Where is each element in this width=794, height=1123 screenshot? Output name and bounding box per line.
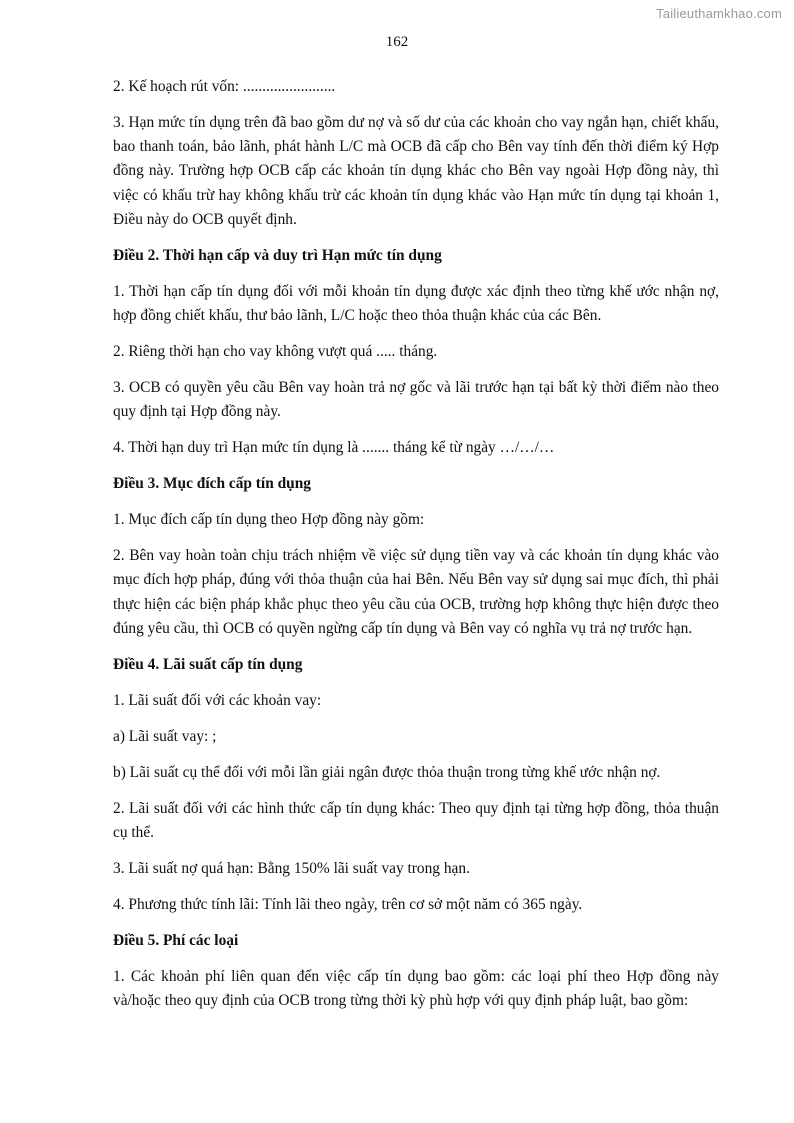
- paragraph: 1. Các khoản phí liên quan đến việc cấp tín dụng bao gồm: các loại phí theo Hợp đồng này và/hoặc theo quy định của OCB trong từng thời kỳ phù hợp với quy định pháp luật, bao gồm:: [113, 968, 719, 1010]
- paragraph: 2. Bên vay hoàn toàn chịu trách nhiệm về việc sử dụng tiền vay và các khoản tín dụng khác vào mục đích hợp pháp, đúng với thỏa thuận của hai Bên. Nếu Bên vay sử dụng sai mục đích, thì phải thực hiện các biện pháp khắc phục theo yêu cầu của OCB, trường hợp không thực hiện được theo đúng yêu cầu, thì OCB có quyền ngừng cấp tín dụng và Bên vay có nghĩa vụ trả nợ trước hạn.: [113, 547, 719, 637]
- paragraph: 2. Lãi suất đối với các hình thức cấp tín dụng khác: Theo quy định tại từng hợp đồng, thỏa thuận cụ thể.: [113, 799, 719, 842]
- paragraph: b) Lãi suất cụ thể đối với mỗi lần giải ngân được thỏa thuận trong từng khế ước nhận nợ.: [113, 763, 661, 781]
- page-number: 162: [385, 34, 409, 50]
- section-heading: Điều 4. Lãi suất cấp tín dụng: [113, 655, 303, 673]
- paragraph: a) Lãi suất vay: ;: [113, 727, 217, 745]
- paragraph: 2. Riêng thời hạn cho vay không vượt quá ..... tháng.: [113, 343, 438, 361]
- document-body: [113, 75, 719, 1025]
- watermark: Tailieuthamkhao.com: [656, 6, 782, 21]
- paragraph: 4. Phương thức tính lãi: Tính lãi theo ngày, trên cơ sở một năm có 365 ngày.: [113, 896, 583, 914]
- paragraph: 3. Lãi suất nợ quá hạn: Bằng 150% lãi suất vay trong hạn.: [113, 860, 470, 878]
- paragraph: 1. Mục đích cấp tín dụng theo Hợp đồng này gồm:: [113, 511, 425, 529]
- paragraph: 3. Hạn mức tín dụng trên đã bao gồm dư nợ và số dư của các khoản cho vay ngắn hạn, chiết khấu, bao thanh toán, bảo lãnh, phát hành L/C mà OCB đã cấp cho Bên vay tính đến thời điểm ký Hợp đồng này. Trường hợp OCB cấp các khoản tín dụng khác cho Bên vay ngoài Hợp đồng này, thì việc có khấu trừ hay không khấu trừ các khoản tín dụng khác vào Hạn mức tín dụng tại khoản 1, Điều này do OCB quyết định.: [113, 114, 719, 228]
- section-heading: Điều 3. Mục đích cấp tín dụng: [113, 475, 311, 493]
- section-heading: Điều 2. Thời hạn cấp và duy trì Hạn mức tín dụng: [113, 246, 442, 264]
- paragraph: 2. Kế hoạch rút vốn: ........................: [113, 78, 336, 95]
- section-heading: Điều 5. Phí các loại: [113, 932, 239, 950]
- paragraph: 4. Thời hạn duy trì Hạn mức tín dụng là ....... tháng kể từ ngày …/…/…: [113, 439, 555, 457]
- paragraph: 1. Lãi suất đối với các khoản vay:: [113, 691, 322, 709]
- paragraph: 3. OCB có quyền yêu cầu Bên vay hoàn trả nợ gốc và lãi trước hạn tại bất kỳ thời điểm nào theo quy định tại Hợp đồng này.: [113, 379, 719, 421]
- paragraph: 1. Thời hạn cấp tín dụng đối với mỗi khoản tín dụng được xác định theo từng khế ước nhận nợ, hợp đồng chiết khấu, thư bảo lãnh, L/C hoặc theo thỏa thuận khác của các Bên.: [113, 282, 719, 325]
